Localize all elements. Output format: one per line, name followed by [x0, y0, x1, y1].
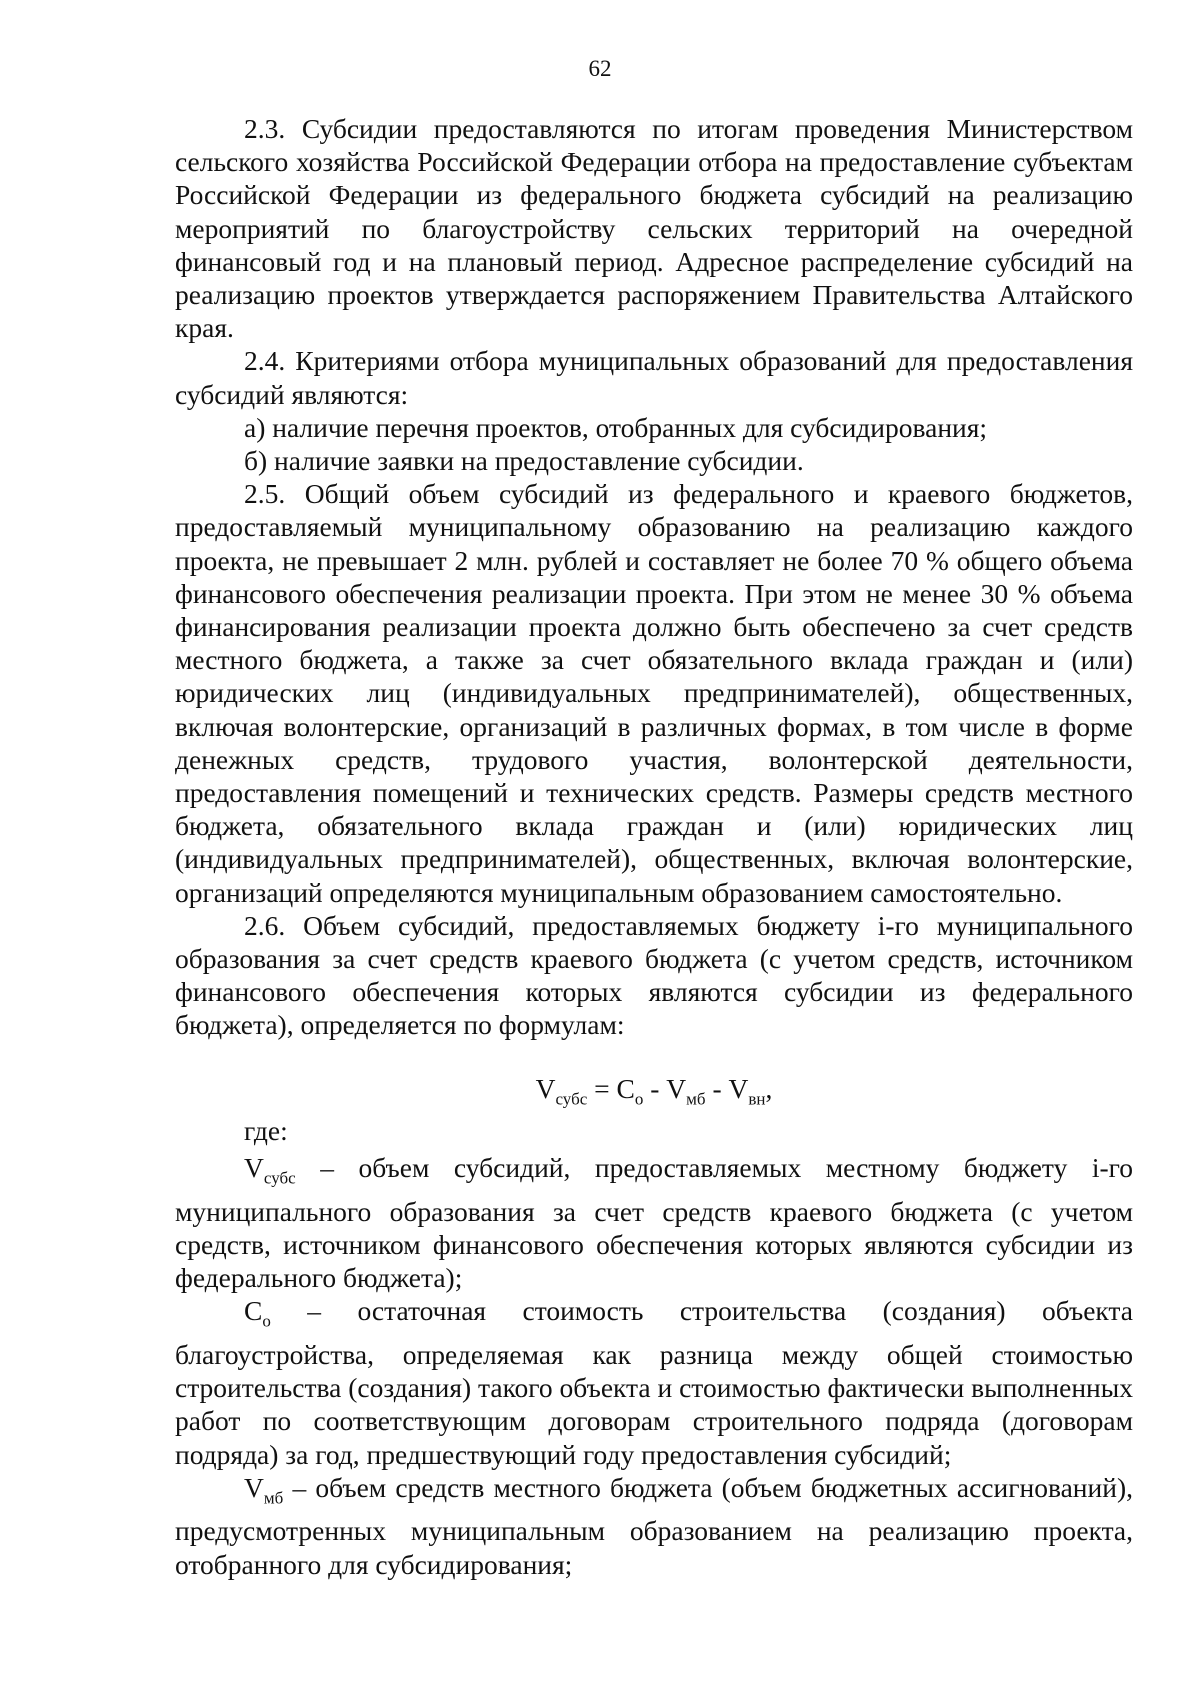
definition-v-mb: $V_{мб}$ – объем средств местного бюджета (объем бюджетных ассигнований), предусмотренных муниципальным образованием на реализацию проекта, отобранного для субсидирования;	[175, 1471, 1133, 1580]
paragraph-2-3: 2.3. Субсидии предоставляются по итогам проведения Министерством сельского хозяйства Российской Федерации отбора на предоставление субъектам Российской Федерации из федерального бюджета субсидий на реализацию мероприятий по благоустройству сельских территорий на очередной финансовый год и на плановый период. Адресное распределение субсидий на реализацию проектов утверждается распоряжением Правительства Алтайского края.	[175, 113, 1133, 344]
where-label: где:	[244, 1114, 288, 1146]
symbol-c-o: $C_о$	[244, 1295, 271, 1331]
formula-v-vn: $V_{вн}$	[728, 1072, 766, 1109]
page-number: 62	[588, 56, 612, 81]
definition-v-subs: $V_{субс}$ – объем субсидий, предоставляемых местному бюджету i-го муниципального образования за счет средств краевого бюджета (с учетом средств, источником финансового обеспечения которых являются субсидии из федерального бюджета);	[175, 1151, 1133, 1293]
symbol-v-subs: $V_{субс}$	[244, 1151, 296, 1188]
formula: $V_{субс} = C_о - V_{мб} - V_{вн}$,	[535, 1072, 773, 1109]
paragraph-2-4-a: а) наличие перечня проектов, отобранных для субсидирования;	[244, 411, 988, 443]
definition-c-o: $C_о$ – остаточная стоимость строительства (создания) объекта благоустройства, определяемая как разница между общей стоимостью строительства (создания) такого объекта и стоимостью фактически выполненных работ по соответствующим договорам строительного подряда (договорам подряда) за год, предшествующий году предоставления субсидий;	[175, 1295, 1133, 1470]
paragraph-2-6: 2.6. Объем субсидий, предоставляемых бюджету i-го муниципального образования за счет средств краевого бюджета (с учетом средств, источником финансового обеспечения которых являются субсидии из федерального бюджета), определяется по формулам:	[175, 909, 1133, 1041]
paragraph-2-4: 2.4. Критериями отбора муниципальных образований для предоставления субсидий являются:	[175, 345, 1133, 410]
formula-v-mb: $V_{мб}$	[666, 1072, 706, 1109]
symbol-v-mb: $V_{мб}$	[244, 1471, 284, 1508]
formula-v-subs: $V_{субс}$	[535, 1072, 588, 1109]
document-body	[175, 112, 1133, 1581]
paragraph-2-5: 2.5. Общий объем субсидий из федерального и краевого бюджетов, предоставляемый муниципальному образованию на реализацию каждого проекта, не превышает 2 млн. рублей и составляет не более 70 % общего объема финансового обеспечения реализации проекта. При этом не менее 30 % объема финансирования реализации проекта должно быть обеспечено за счет средств местного бюджета, а также за счет обязательного вклада граждан и (или) юридических лиц (индивидуальных предпринимателей), общественных, включая волонтерские, организаций в различных формах, в том числе в форме денежных средств, трудового участия, волонтерской деятельности, предоставления помещений и технических средств. Размеры средств местного бюджета, обязательного вклада граждан и (или) юридических лиц (индивидуальных предпринимателей), общественных, включая волонтерские, организаций определяются муниципальным образованием самостоятельно.	[175, 478, 1133, 908]
formula-c-o: $C_о$	[616, 1072, 644, 1109]
paragraph-2-4-b: б) наличие заявки на предоставление субсидии.	[244, 445, 804, 477]
